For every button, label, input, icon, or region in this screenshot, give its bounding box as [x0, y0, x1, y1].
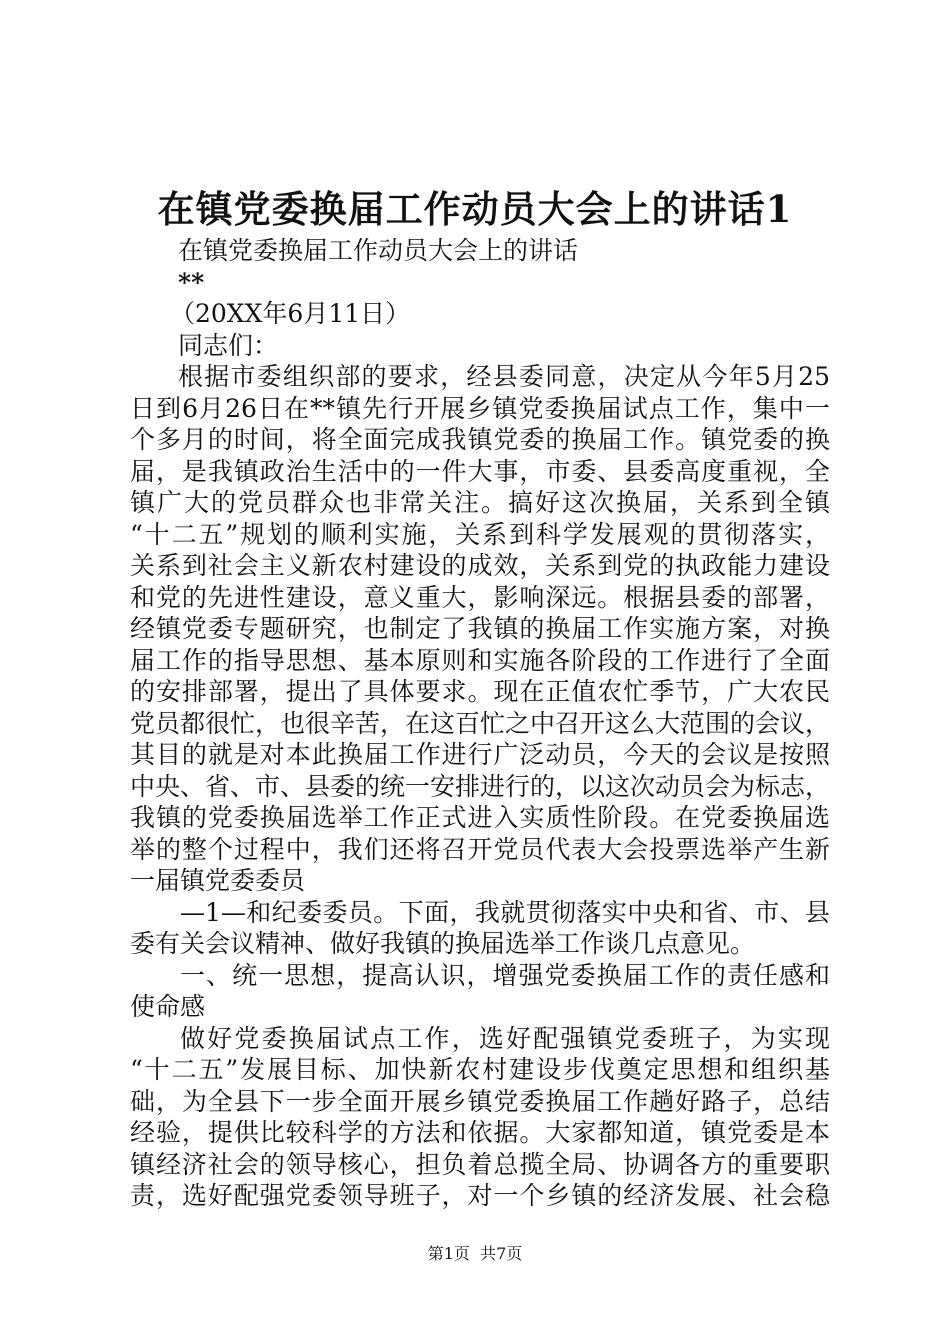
paragraph-line: 镇经济社会的领导核心，担负着总揽全局、协调各方的重要职: [130, 1149, 830, 1179]
paragraph-line: 做好党委换届试点工作，选好配强镇党委班子，为实现: [180, 1023, 830, 1053]
paragraph-line: 我镇的党委换届选举工作正式进入实质性阶段。在党委换届选: [130, 803, 830, 832]
paragraph-line: 党员都很忙，也很辛苦，在这百忙之中召开这么大范围的会议，: [130, 708, 830, 738]
paragraph-line: 中央、省、市、县委的统一安排进行的，以这次动员会为标志，: [130, 771, 830, 801]
paragraph-line: 经镇党委专题研究，也制定了我镇的换届工作实施方案，对换: [130, 614, 830, 643]
paragraph-2: [130, 897, 830, 960]
paragraph-line: 举的整个过程中，我们还将召开党员代表大会投票选举产生新: [130, 834, 830, 864]
paragraph-3: [130, 1023, 830, 1212]
paragraph-line: 委有关会议精神、做好我镇的换届选举工作谈几点意见。: [130, 929, 756, 958]
section-1-heading: [130, 960, 830, 1023]
paragraph-line: 其目的就是对本此换届工作进行广泛动员，今天的会议是按照: [130, 740, 830, 769]
paragraph-line: “十二五”规划的顺利实施，关系到科学发展观的贯彻落实，: [130, 519, 830, 549]
document-title: 在镇党委换届工作动员大会上的讲话1: [157, 187, 793, 231]
paragraph-line: “十二五”发展目标、加快新农村建设步伐奠定思想和组织基: [130, 1055, 830, 1084]
paragraph-line: 一届镇党委委员: [130, 866, 306, 895]
paragraph-line: 届工作的指导思想、基本原则和实施各阶段的工作进行了全面: [130, 645, 830, 675]
paragraph-line: 的安排部署，提出了具体要求。现在正值农忙季节，广大农民: [130, 677, 830, 706]
paragraph-line: 个多月的时间，将全面完成我镇党委的换届工作。镇党委的换: [130, 425, 830, 454]
paragraph-line: 镇广大的党员群众也非常关注。搞好这次换届，关系到全镇: [130, 488, 830, 517]
paragraph-1: [130, 361, 830, 897]
paragraph-line: 经验，提供比较科学的方法和依据。大家都知道，镇党委是本: [130, 1118, 830, 1147]
paragraph-line: 关系到社会主义新农村建设的成效，关系到党的执政能力建设: [130, 551, 830, 580]
date-line: （20XX年6月11日）: [170, 299, 411, 328]
paragraph-line: 根据市委组织部的要求，经县委同意，决定从今年5月25: [178, 362, 830, 391]
paragraph-line: 础，为全县下一步全面开展乡镇党委换届工作趟好路子，总结: [130, 1086, 830, 1116]
heading-line: 使命感: [130, 992, 206, 1021]
paragraph-line: 责，选好配强党委领导班子，对一个乡镇的经济发展、社会稳: [130, 1181, 830, 1210]
page-number: 第1页 共7页: [427, 1244, 523, 1263]
paragraph-line: 和党的先进性建设，意义重大，影响深远。根据县委的部署，: [130, 582, 830, 612]
paragraph-line: 日到6月26日在**镇先行开展乡镇党委换届试点工作，集中一: [130, 393, 830, 423]
page-footer: [0, 1243, 950, 1265]
salutation: 同志们：: [178, 330, 279, 360]
heading-line: 一、统一思想，提高认识，增强党委换届工作的责任感和: [180, 960, 830, 990]
author-line: **: [178, 267, 205, 297]
paragraph-line: 届，是我镇政治生活中的一件大事，市委、县委高度重视，全: [130, 456, 830, 486]
document-body: [130, 235, 830, 1212]
paragraph-line: —1—和纪委委员。下面，我就贯彻落实中央和省、市、县: [180, 897, 830, 927]
document-subtitle: 在镇党委换届工作动员大会上的讲话: [178, 236, 579, 265]
